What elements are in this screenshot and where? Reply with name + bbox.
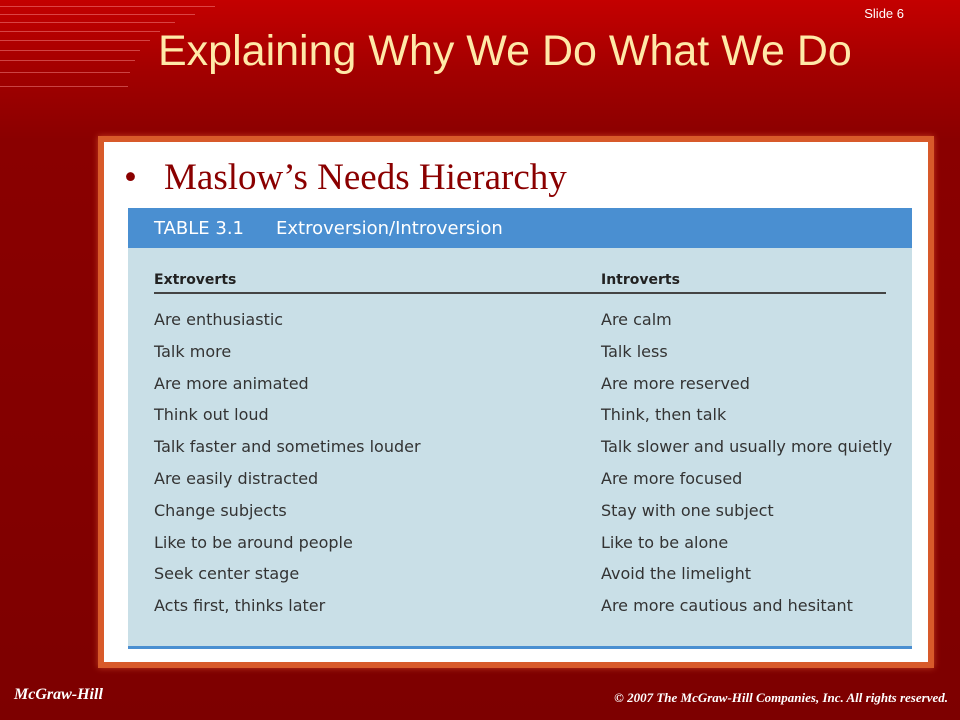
- column-header-introverts: Introverts: [601, 272, 680, 288]
- table-row: [154, 564, 894, 596]
- table-row: [154, 437, 894, 469]
- slide-title: Explaining Why We Do What We Do: [158, 27, 852, 75]
- table-number: TABLE 3.1: [154, 217, 245, 239]
- column-header-extroverts: Extroverts: [154, 272, 237, 288]
- bullet-item: [124, 156, 567, 199]
- introvert-cell: Think, then talk: [601, 405, 727, 425]
- extrovert-cell: Are more animated: [154, 373, 309, 393]
- introvert-cell: Are more focused: [601, 468, 743, 488]
- extrovert-cell: Are easily distracted: [154, 468, 319, 488]
- table-row: [154, 501, 894, 533]
- extrovert-cell: Acts first, thinks later: [154, 596, 326, 616]
- introvert-cell: Avoid the limelight: [601, 564, 752, 584]
- extrovert-cell: Talk more: [154, 341, 232, 361]
- table-row: [154, 405, 894, 437]
- table-row: [154, 596, 894, 628]
- introvert-cell: Talk slower and usually more quietly: [601, 437, 893, 457]
- extrovert-cell: Are enthusiastic: [154, 310, 284, 329]
- extrovert-cell: Like to be around people: [154, 532, 353, 552]
- introvert-cell: Like to be alone: [601, 532, 729, 552]
- table-row: [154, 342, 894, 374]
- copyright-notice: © 2007 The McGraw-Hill Companies, Inc. All rights reserved.: [614, 690, 948, 705]
- table-row: [154, 374, 894, 406]
- content-panel: [98, 136, 934, 668]
- extrovert-cell: Think out loud: [154, 405, 269, 425]
- bullet-dot: •: [124, 157, 137, 198]
- introvert-cell: Are calm: [601, 310, 672, 329]
- table-caption: Extroversion/Introversion: [276, 217, 503, 239]
- table-caption-bar: [128, 208, 912, 248]
- table-row: [154, 533, 894, 565]
- extrovert-cell: Seek center stage: [154, 564, 300, 584]
- slide-number: Slide 6: [864, 6, 904, 21]
- introvert-cell: Talk less: [601, 341, 668, 361]
- introvert-cell: Are more cautious and hesitant: [601, 596, 853, 616]
- table-figure: [128, 208, 912, 649]
- introvert-cell: Are more reserved: [601, 373, 750, 393]
- publisher-label: McGraw-Hill: [14, 686, 103, 703]
- column-headers: [154, 268, 886, 294]
- bullet-text: Maslow’s Needs Hierarchy: [164, 157, 567, 198]
- table-row: [154, 310, 894, 342]
- extrovert-cell: Change subjects: [154, 500, 287, 520]
- table-row: [154, 469, 894, 501]
- introvert-cell: Stay with one subject: [601, 500, 774, 520]
- table-body: [154, 310, 894, 628]
- extrovert-cell: Talk faster and sometimes louder: [154, 437, 421, 457]
